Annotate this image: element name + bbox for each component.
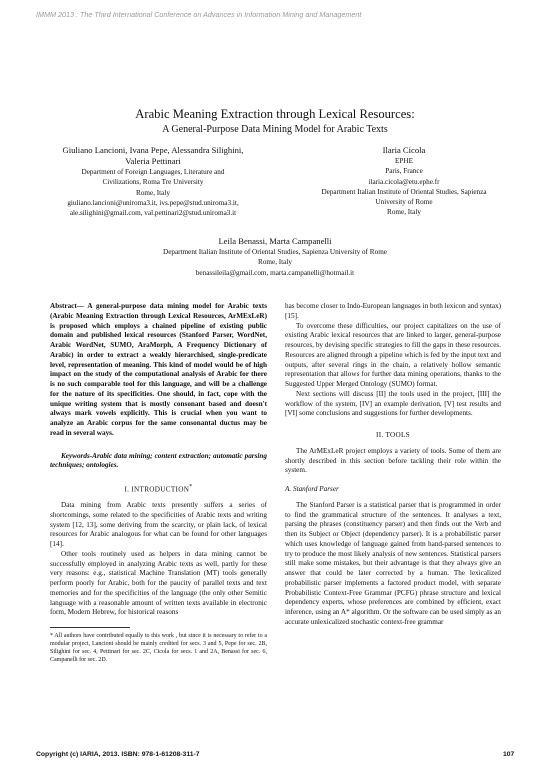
author-names: Valeria Pettinari (125, 156, 181, 166)
author-names: Ilaria Cicola (382, 145, 426, 155)
paper-title: Arabic Meaning Extraction through Lexical Resources: (135, 107, 415, 121)
author-emails: benassileila@gmail.com, marta.campanelli@hotmail.it (195, 268, 355, 277)
department: University of Rome (375, 198, 433, 207)
body-paragraph: Next sections will discuss [II] the tools used in the project, [III] the workflow of the system, [IV] an example derivation, [V] test results and [VI] some conclusions and suggestions for further developments. (285, 389, 501, 418)
department: Department Italian Institute of Oriental Studies, Sapienza (321, 187, 487, 196)
body-paragraph: The Stanford Parser is a statistical parser that is programmed in order to find the grammatical structure of the sentences. It analyses a text, parsing the phrases (constituency parser) and then finds out the Verb and then its Subject or Object (dependency parser). It is a probabilistic parser which uses knowledge of language gained from hand-parsed sentences to try to produce the most likely analysis of new sentences. Statistical parsers still make some mistakes, but their advantage is that they always give an answer that could be later corrected by a human. The lexicalized probabilistic parser implements a factored product model, with separate Probabilistic Context-Free Grammar (PCFG) phrase structure and lexical dependency experts, whose preferences are combined by efficient, exact inference, using an A* algorithm. Or the software can be used simply as an accurate unlexicalized stochastic context-free grammar (285, 500, 501, 626)
section-heading-introduction (50, 483, 267, 495)
copyright-footer: Copyright (c) IARIA, 2013. ISBN: 978-1-61208-311-7 (36, 751, 200, 758)
footnote-rule (50, 627, 130, 628)
author-names: Giuliano Lancioni, Ivana Pepe, Alessandra Silighini, (62, 145, 244, 155)
body-paragraph: To overcome these difficulties, our project capitalizes on the use of existing Arabic lexical resources that are linked to larger, general-purpose resources, by devising specific strategies to fill the gaps in these resources. Resources are aligned through a pipeline which is fed by the input text and outputs, after several rings in the chain, a relatively hollow semantic representation that allows for further data mining operations, thanks to the Suggested Upper Merged Ontology (SUMO) format. (285, 321, 501, 388)
footnote: * All authors have contributed equally to this work , but since it is necessary to refer to a modular project, Lancioni should be mainly credited for secs. 3 and 5, Pepe for sec. 2B, Silighini for sec. 4, Pettinari for sec. 2C, Cicola for secs. 1 and 2A, Benassi for sec. 6, Campanelli for sec. 2D. (50, 633, 267, 664)
location: Paris, France (385, 167, 423, 176)
right-column (285, 302, 501, 628)
section-heading-text: I. INTRODUCTION (124, 485, 190, 494)
author-names: Leila Benassi, Marta Campanelli (218, 236, 332, 246)
page-number: 107 (503, 751, 515, 758)
affiliation-block-2 (286, 145, 522, 218)
subsection-heading-stanford-parser: A. Stanford Parser (285, 485, 339, 493)
body-paragraph: has become closer to Indo-European languages in both lexicon and syntax) [15]. (285, 302, 501, 320)
location: Rome, Italy (258, 258, 292, 267)
location: Rome, Italy (387, 208, 421, 217)
organization: EPHE (395, 157, 413, 165)
abstract: Abstract— A general-purpose data mining model for Arabic texts (Arabic Meaning Extraction through Lexical Resources, ArMExLeR) is proposed which employs a chained pipeline of existing public domain and published lexical resources (Stanford Parser, WordNet, Arabic WordNet, SUMO, AraMorph, A Frequency Dictionary of Arabic) in order to extract a weakly hierarchised, single-predicate level, representation of meaning. This kind of model would be of high impact on the study of the computational analysis of Arabic for there is no such comparable tool for this language, and will be a challenge for the nature of its specificities. One should, in fact, cope with the unique writing system that is mostly consonant based and doesn't always mark vowels explicitly. This is crucial when you want to analyze an Arabic corpus for the same consonantal ductus may be read in several ways. (50, 302, 267, 437)
department: Department of Foreign Languages, Literature and (81, 168, 225, 176)
author-emails: ale.silighini@gmail.com, val.pettinari2@stud.uniroma3.it (69, 209, 237, 218)
paper-subtitle: A General-Purpose Data Mining Model for Arabic Texts (162, 124, 388, 135)
intro-paragraph: Other tools routinely used as helpers in data mining cannot be successfully employed in analyzing Arabic texts as well, partly for these very reasons: e.g., statistical Machine Translation (MT) tools generally perform poorly for Arabic, both for the paucity of parallel texts and text memories and for the specificities of the language (the only other Semitic language with a reasonable amount of written texts available in electronic form, Modern Hebrew, for historical reasons (50, 549, 267, 617)
keywords: Keywords-Arabic data mining; content extraction; automatic parsing techniques; ontologies. (50, 451, 267, 470)
footnote-marker: * (189, 484, 193, 490)
left-column (50, 302, 267, 664)
running-header: IMMM 2013 : The Third International Conference on Advances in Information Mining and Management (36, 10, 362, 19)
department: Department Italian Institute of Oriental Studies, Sapienza University of Rome (163, 248, 387, 256)
intro-paragraph: Data mining from Arabic texts presently suffers a series of shortcomings, some related to the specificities of Arabic texts and writing system [12, 13], some deriving from the scarcity, or plain lack, of lexical resources for Arabic analogous for what can be found for other languages [14]. (50, 501, 267, 549)
author-emails: giuliano.lancioni@uniroma3.it, ivs.pepe@stud.uniroma3.it, (67, 198, 239, 207)
affiliation-block-1 (22, 145, 284, 218)
location: Rome, Italy (136, 188, 170, 197)
department: Civilizations, Roma Tre University (102, 178, 204, 187)
affiliation-block-3 (0, 236, 550, 278)
section-heading-tools: II. TOOLS (376, 431, 410, 439)
author-emails: ilaria.cicola@etu.ephe.fr (368, 177, 440, 186)
body-paragraph: The ArMExLeR project employs a variety of tools. Some of them are shortly described in this section before tackling their role within the system. (285, 446, 501, 475)
